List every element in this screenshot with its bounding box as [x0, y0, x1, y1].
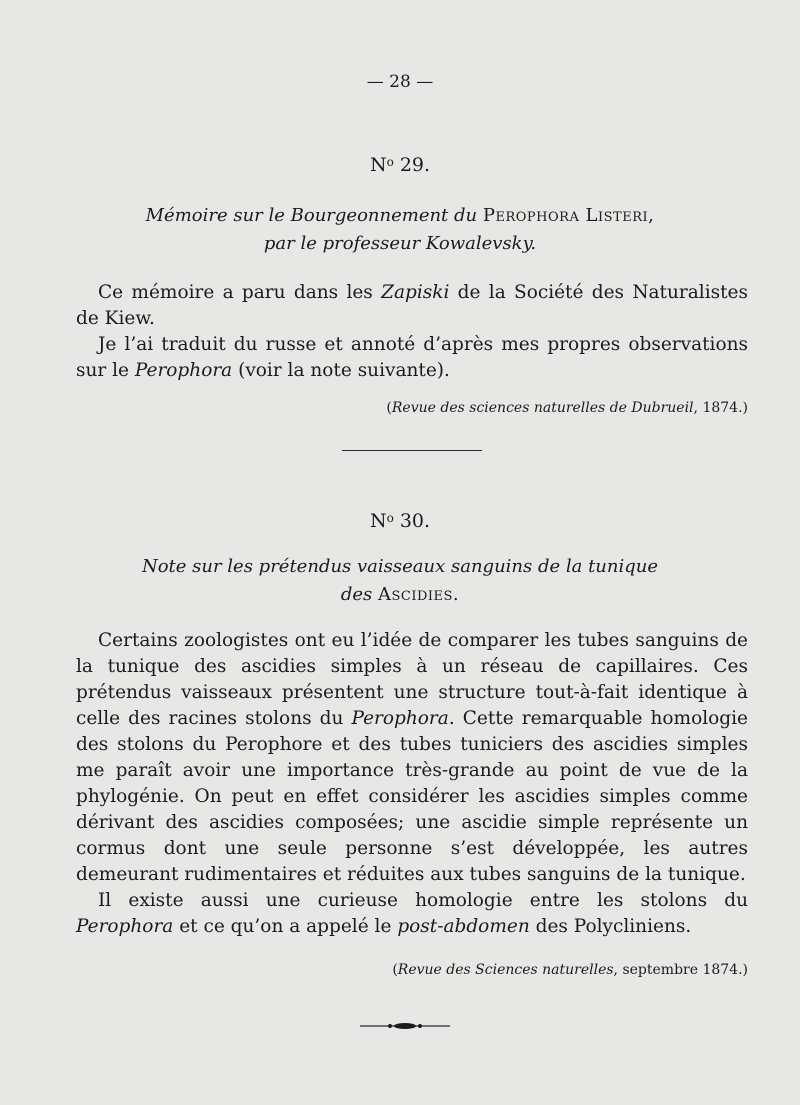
- title-29-author: par le professeur Kowalevsky.: [263, 233, 537, 254]
- section-29-paragraph-1: Ce mémoire a paru dans les Zapiski de la Société des Naturalistes de Kiew.: [76, 282, 748, 329]
- section-number-29: $N^o$ 29.: [369, 154, 431, 176]
- title-29-part1: Mémoire sur le Bourgeonnement du: [145, 205, 478, 226]
- section-title-30: [0, 553, 800, 609]
- page-number: — 28 —: [366, 72, 434, 92]
- section-29-reference: (Revue des sciences naturelles de Dubrueil, 1874.): [386, 400, 748, 416]
- section-30-paragraph-2: Il existe aussi une curieuse homologie entre les stolons du Perophora et ce qu’on a appelé le post-abdomen des Polycliniens.: [76, 890, 748, 937]
- section-30-paragraph-1: Certains zoologistes ont eu l’idée de comparer les tubes sanguins de la tunique des ascidies simples à un réseau de capillaires. Ces prétendus vaisseaux présentent une structure tout-à-fait identique à celle des racines stolons du Perophora. Cette remarquable homologie des stolons du Perophore et des tubes tuniciers des ascidies simples me paraît avoir une importance très-grande au point de vue de la phylogénie. On peut en effet considérer les ascidies simples comme dérivant des ascidies composées; une ascidie simple représente un cormus dont une seule personne s’est développée, les autres demeurant rudimentaires et réduites aux tubes sanguins de la tunique.: [76, 630, 748, 885]
- title-30-line1: Note sur les prétendus vaisseaux sanguins de la tunique: [141, 556, 659, 577]
- section-divider: [342, 450, 482, 451]
- section-number-30: $N^o$ 30.: [369, 510, 431, 532]
- section-29-paragraph-2: Je l’ai traduit du russe et annoté d’après mes propres observations sur le Perophora (voir la note suivante).: [76, 334, 748, 381]
- section-30-reference: (Revue des Sciences naturelles, septembre 1874.): [392, 962, 748, 978]
- section-title-29: [0, 202, 800, 258]
- title-30-ascidies: Ascidies.: [377, 584, 460, 605]
- title-30-des: des: [340, 584, 373, 605]
- end-ornament: [360, 1022, 450, 1030]
- title-29-species: Perophora Listeri,: [482, 205, 655, 226]
